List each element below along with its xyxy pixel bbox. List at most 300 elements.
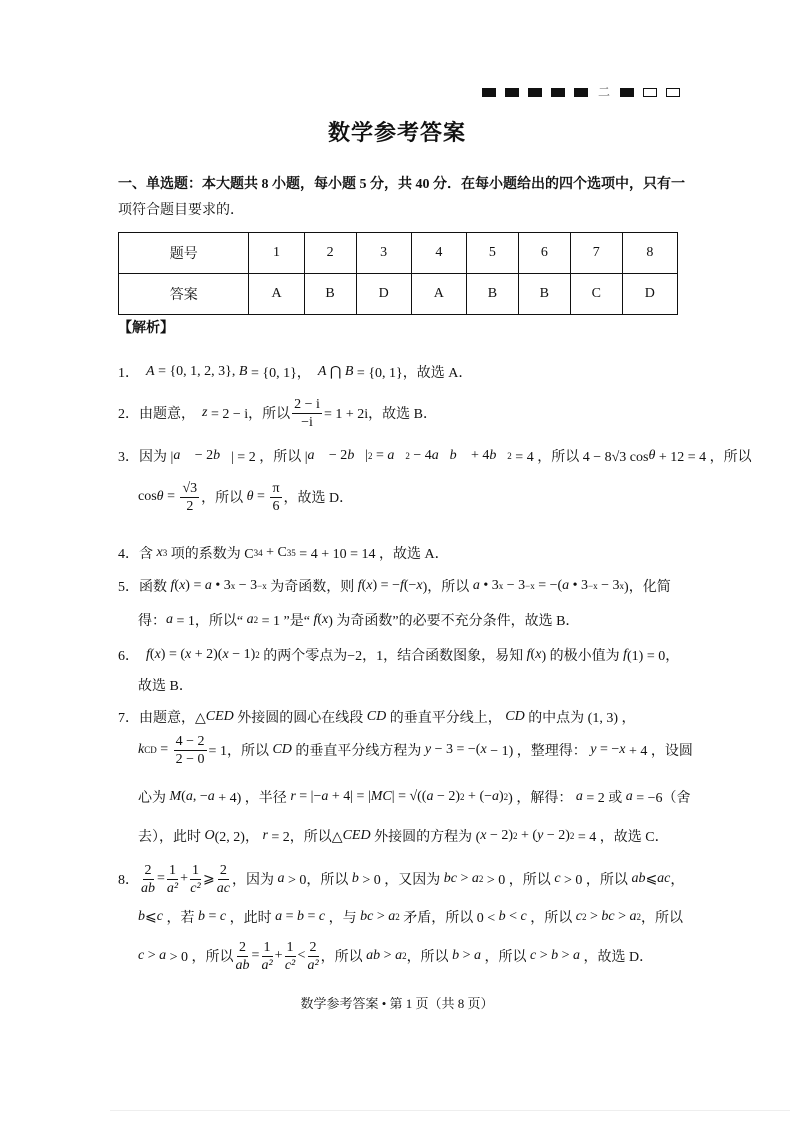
solution-text: 5．函数 xyxy=(118,580,171,595)
math-symbol: a xyxy=(159,948,167,963)
solution-text: = 4 + 10 = 14 ，故选 A． xyxy=(295,547,449,562)
math-symbol: a xyxy=(473,948,481,963)
math-symbol: b⃗ xyxy=(347,448,366,463)
solution-text: − 2) xyxy=(486,828,514,843)
solution-line xyxy=(138,777,691,817)
math-symbol: x xyxy=(322,612,329,627)
answer-table xyxy=(118,232,678,315)
solution-text: + 12 = 4 ，所以 xyxy=(655,450,752,465)
solution-text: ，此时 xyxy=(226,911,276,926)
cell-number: 4 xyxy=(411,233,466,274)
math-symbol: CD xyxy=(272,742,292,757)
superscript: 2 xyxy=(255,650,260,660)
solution-text: + 2)( xyxy=(191,647,223,662)
solution-text: 的中点为 (1, 3) ， xyxy=(524,711,636,726)
math-symbol: ac xyxy=(657,871,671,886)
superscript: 3 xyxy=(162,548,168,558)
math-symbol: r xyxy=(290,789,296,804)
math-symbol: CED xyxy=(342,828,371,843)
solution-text: − 1) ，整理得： xyxy=(486,744,591,759)
solution-text: > 0 ，所以 xyxy=(560,873,632,888)
solution-text: ) xyxy=(499,789,504,804)
math-symbol: B xyxy=(344,364,354,379)
solution-text: − 2 xyxy=(325,448,348,463)
solution-text: = 1，所以 xyxy=(208,744,273,759)
solution-text: = − xyxy=(596,742,620,757)
solution-text: | xyxy=(365,448,369,463)
solution-text: = xyxy=(204,909,220,924)
math-symbol: f xyxy=(313,612,318,627)
solution-text: − 3 xyxy=(503,578,526,593)
solution-text: + 4 ，设圆 xyxy=(625,744,693,759)
solution-text: • 3 xyxy=(479,578,499,593)
solution-text: ，若 xyxy=(162,911,198,926)
mark-filled xyxy=(551,88,565,97)
fraction xyxy=(217,862,230,897)
solution-text: (2, 2)， xyxy=(214,830,263,845)
math-symbol: a xyxy=(166,612,173,627)
subscript: 5 xyxy=(291,548,296,558)
solution-line xyxy=(118,859,684,899)
math-symbol: b xyxy=(551,948,559,963)
solution-text: 1． xyxy=(118,366,146,381)
math-symbol: bc xyxy=(360,909,374,924)
superscript: 2 xyxy=(253,615,259,625)
solution-text: ，所以 xyxy=(526,911,576,926)
math-symbol: b xyxy=(197,909,205,924)
math-symbol: x xyxy=(480,742,487,757)
math-symbol: a xyxy=(277,871,285,886)
numerator: 2 xyxy=(239,939,247,955)
solution-text: = −( xyxy=(534,578,563,593)
solution-text: ) 为奇函数”的必要不充分条件，故选 B． xyxy=(328,614,580,629)
denominator: 2 − 0 xyxy=(175,751,205,767)
solution-text: = {0, 1}，故选 A． xyxy=(353,366,473,381)
math-symbol: a xyxy=(395,948,403,963)
solution-text: + ( xyxy=(517,828,538,843)
table-row-numbers xyxy=(119,233,678,274)
solution-text: ，与 xyxy=(325,911,361,926)
math-symbol: a xyxy=(472,578,480,593)
solution-text: > xyxy=(586,909,602,924)
solution-line xyxy=(118,436,752,476)
math-symbol: a xyxy=(321,789,329,804)
solution-text: 的两个零点为−2，1，结合函数图象，易知 xyxy=(259,649,527,664)
fraction xyxy=(174,733,207,768)
fraction xyxy=(190,862,201,897)
solution-text: > xyxy=(536,948,552,963)
solution-text: > 0，所以 xyxy=(284,873,352,888)
denominator: a² xyxy=(261,957,273,973)
solution-text: = xyxy=(163,489,179,504)
solution-line xyxy=(138,897,683,937)
math-symbol: c xyxy=(520,909,527,924)
math-symbol: x xyxy=(366,578,373,593)
math-symbol: c xyxy=(554,871,561,886)
solution-text: ) = ( xyxy=(160,647,186,662)
solution-line xyxy=(138,477,353,517)
cell-number: 1 xyxy=(249,233,304,274)
fraction xyxy=(167,862,178,897)
fraction xyxy=(141,862,155,897)
math-symbol: b⃗ xyxy=(213,448,231,463)
math-symbol: z xyxy=(202,405,208,420)
solution-text: > xyxy=(144,948,160,963)
numerator: √3 xyxy=(182,480,198,496)
math-symbol: y xyxy=(537,828,544,843)
solution-text: − 4 xyxy=(409,448,432,463)
math-symbol: c xyxy=(318,909,326,924)
math-symbol: CD xyxy=(505,709,525,724)
superscript: −x xyxy=(588,581,598,591)
math-symbol: a xyxy=(629,909,637,924)
solution-text: > xyxy=(457,871,472,886)
solution-text: 外接圆的方程为 ( xyxy=(370,830,481,845)
mark-empty xyxy=(643,88,657,97)
mark-filled xyxy=(482,88,496,97)
solution-text: = |− xyxy=(295,789,322,804)
solution-text: + C xyxy=(262,545,287,560)
math-symbol: a xyxy=(185,789,193,804)
fraction xyxy=(307,939,318,974)
solution-text: + 4) ，半径 xyxy=(214,791,291,806)
solution-text: = 4 ，所以 4 − 8√3 cos xyxy=(511,450,649,465)
superscript: 2 xyxy=(569,831,575,841)
math-symbol: θ xyxy=(648,448,656,463)
solution-text: = 1，所以“ xyxy=(173,614,247,629)
math-symbol: b⃗ xyxy=(489,448,508,463)
solution-text: = 2 或 xyxy=(582,791,626,806)
fraction xyxy=(180,480,199,515)
math-symbol: b xyxy=(498,909,506,924)
solution-text: 3．因为 | xyxy=(118,450,174,465)
solution-text: ) ，解得： xyxy=(508,791,576,806)
mark-text: 二 xyxy=(597,85,610,99)
solution-text: 矛盾，所以 0 < xyxy=(399,911,499,926)
math-symbol: A xyxy=(317,364,327,379)
solution-text: > 0 ，又因为 xyxy=(358,873,444,888)
superscript: 2 xyxy=(513,831,518,841)
mark-empty xyxy=(666,88,680,97)
subscript: 4 xyxy=(258,548,263,558)
table-row-answers xyxy=(119,274,678,315)
solution-line xyxy=(118,393,437,433)
numerator: 2 xyxy=(309,939,317,955)
solution-text: ，因为 xyxy=(231,873,278,888)
math-symbol: a xyxy=(573,948,580,963)
page-title: 数学参考答案 xyxy=(327,120,466,145)
solution-text: = 1 ”是“ xyxy=(258,614,314,629)
solution-text: − 1) xyxy=(228,647,256,662)
mark-filled xyxy=(528,88,542,97)
math-symbol: x xyxy=(416,578,423,593)
math-symbol: a xyxy=(388,909,396,924)
solution-text: > xyxy=(373,909,389,924)
numerator: 1 xyxy=(169,862,176,878)
superscript: 2 xyxy=(636,912,642,922)
solution-text: − 3 xyxy=(235,578,258,593)
superscript: 3 xyxy=(253,548,259,558)
cell-answer: B xyxy=(466,274,518,315)
solution-text: > 0 ，所以 xyxy=(166,950,234,965)
analysis-heading: 【解析】 xyxy=(118,321,174,336)
cell-number: 3 xyxy=(356,233,411,274)
solution-text: = xyxy=(253,489,269,504)
cell-answer: B xyxy=(518,274,570,315)
math-symbol: b xyxy=(138,909,145,924)
math-symbol: a⃗ xyxy=(307,448,326,463)
solution-text: 的垂直平分线上， xyxy=(386,711,506,726)
solution-text: ⩾ xyxy=(203,871,215,887)
superscript: 2 xyxy=(405,451,410,461)
header-marks xyxy=(482,85,680,99)
cell-number: 8 xyxy=(622,233,677,274)
solution-text: − 2 xyxy=(191,448,214,463)
math-symbol: a⃗ xyxy=(387,448,406,463)
fraction xyxy=(292,396,322,431)
cell-number: 7 xyxy=(570,233,622,274)
solution-text: ⩽ xyxy=(645,871,658,887)
solution-text: ( xyxy=(530,647,536,662)
math-symbol: x xyxy=(480,828,487,843)
solution-text: = 1 + 2i，故选 B． xyxy=(323,407,437,422)
math-symbol: f xyxy=(526,647,531,662)
section-intro-text: 一、单选题：本大题共 8 小题，每小题 5 分，共 40 分．在每小题给出的四个选项中，只有一 xyxy=(118,177,685,192)
solution-text: + xyxy=(180,871,189,886)
solution-text: > xyxy=(459,948,474,963)
math-symbol: x xyxy=(535,647,542,662)
math-symbol: a xyxy=(426,789,434,804)
solution-line xyxy=(138,730,693,770)
solution-text: 去），此时 xyxy=(138,830,205,845)
solution-text: | = 2 ，所以 | xyxy=(231,450,308,465)
solution-text: ，所以 xyxy=(641,911,684,926)
cell-answer: A xyxy=(249,274,304,315)
denominator: ab xyxy=(141,880,155,896)
numerator: 2 xyxy=(144,862,152,878)
denominator: ac xyxy=(216,880,230,896)
solution-text: (− xyxy=(403,578,417,593)
math-symbol: c xyxy=(138,948,145,963)
solution-text: − 2) xyxy=(433,789,461,804)
math-symbol: a xyxy=(204,578,212,593)
solution-text: ) = − xyxy=(372,578,400,593)
solution-text: = xyxy=(156,742,172,757)
solution-text: > xyxy=(558,948,573,963)
fraction xyxy=(270,480,281,515)
numerator: 2 − i xyxy=(294,396,320,412)
solution-line xyxy=(138,816,669,856)
solution-text: ( xyxy=(361,578,367,593)
math-symbol: f xyxy=(623,647,627,662)
solution-text: ，故选 D． xyxy=(283,491,354,506)
solution-text: + 4| = | xyxy=(328,789,371,804)
mark-filled xyxy=(620,88,634,97)
solution-text: − 2) xyxy=(543,828,570,843)
solution-text: | = √(( xyxy=(391,789,427,804)
cell-number: 5 xyxy=(466,233,518,274)
superscript: 2 xyxy=(402,951,407,961)
math-symbol: x xyxy=(154,647,161,662)
solution-text: = xyxy=(251,948,260,963)
denominator: ab xyxy=(235,957,250,973)
math-symbol: ab xyxy=(631,871,646,886)
denominator: c² xyxy=(284,957,296,973)
solution-text: 2．由题意， xyxy=(118,407,202,422)
section-intro-line2 xyxy=(118,189,244,229)
page-footer: 数学参考答案 • 第 1 页（共 8 页） xyxy=(300,996,494,1011)
solution-text: 心为 xyxy=(138,791,170,806)
solution-text: > xyxy=(380,948,396,963)
solution-text: ( xyxy=(149,647,155,662)
math-symbol: k xyxy=(138,742,145,757)
solution-text: > xyxy=(614,909,630,924)
math-symbol: a xyxy=(207,789,215,804)
solution-text: cos xyxy=(138,489,157,504)
mark-filled xyxy=(505,88,519,97)
solution-text: ) = xyxy=(185,578,205,593)
math-symbol: r xyxy=(262,828,268,843)
numerator: 2 xyxy=(219,862,227,878)
math-symbol: c xyxy=(529,948,537,963)
math-symbol: bc xyxy=(601,909,615,924)
math-symbol: a xyxy=(562,578,570,593)
math-symbol: a xyxy=(492,789,499,804)
solution-text: = xyxy=(303,909,319,924)
superscript: 2 xyxy=(395,912,400,922)
math-symbol: a xyxy=(471,871,479,886)
math-symbol: ab xyxy=(366,948,381,963)
superscript: −x xyxy=(257,581,267,591)
solution-line xyxy=(138,600,579,640)
solution-text: ⩽ xyxy=(145,909,157,925)
superscript: x xyxy=(230,581,236,591)
solution-text: ) 的极小值为 xyxy=(541,649,624,664)
superscript: −x xyxy=(525,581,535,591)
superscript: 2 xyxy=(478,874,484,884)
solution-text: ，所以 xyxy=(480,950,530,965)
fraction xyxy=(261,939,272,974)
solution-text: )，化简 xyxy=(624,580,671,595)
solution-text: = xyxy=(372,448,388,463)
solution-text: = −6（舍 xyxy=(632,791,691,806)
solution-text: , − xyxy=(192,789,208,804)
superscript: 2 xyxy=(503,792,509,802)
math-symbol: θ xyxy=(246,489,254,504)
math-symbol: f xyxy=(146,647,150,662)
solution-text: = xyxy=(157,871,165,886)
solution-text: ，所以 xyxy=(320,950,367,965)
solution-text: + xyxy=(274,948,283,963)
math-symbol: b xyxy=(296,909,304,924)
cell-number: 6 xyxy=(518,233,570,274)
solution-text: • 3 xyxy=(569,578,589,593)
math-symbol: a xyxy=(246,612,254,627)
superscript: x xyxy=(498,581,504,591)
cell-answer: C xyxy=(570,274,622,315)
solution-text: − 3 = −( xyxy=(431,742,481,757)
solution-text: ( xyxy=(174,578,180,593)
solution-line xyxy=(118,352,472,392)
math-symbol: f xyxy=(357,578,362,593)
math-symbol: M xyxy=(169,789,182,804)
divider xyxy=(110,1110,790,1111)
denominator: 2 xyxy=(186,498,194,514)
numerator: π xyxy=(272,480,280,496)
math-symbol: x xyxy=(222,647,229,662)
denominator: a² xyxy=(166,880,179,896)
math-symbol: c xyxy=(219,909,227,924)
cell-number: 2 xyxy=(304,233,356,274)
math-symbol: c xyxy=(156,909,163,924)
math-symbol: O xyxy=(204,828,215,843)
denominator: a² xyxy=(307,957,319,973)
section-intro-text: 项符合题目要求的． xyxy=(118,203,244,218)
math-symbol: CD xyxy=(366,709,387,724)
cell-answer: D xyxy=(622,274,677,315)
math-symbol: CED xyxy=(205,709,234,724)
cell-answer: D xyxy=(356,274,411,315)
solution-text: 为奇函数，则 xyxy=(266,580,358,595)
solution-text: ， xyxy=(670,873,685,888)
numerator: 4 − 2 xyxy=(175,733,205,749)
math-symbol: b xyxy=(351,871,359,886)
math-symbol: f xyxy=(399,578,404,593)
superscript: 3 xyxy=(286,548,292,558)
solution-text: 4．含 xyxy=(118,547,157,562)
cell-answer: A xyxy=(411,274,466,315)
solution-text: + 4 xyxy=(467,448,490,463)
solution-text: 故选 B． xyxy=(138,679,193,694)
math-symbol: x xyxy=(179,578,186,593)
solution-text: 的垂直平分线方程为 xyxy=(291,744,425,759)
math-symbol: y xyxy=(590,742,597,757)
solution-text: 6． xyxy=(118,649,146,664)
solution-text: > 0 ，所以 xyxy=(483,873,555,888)
mark-filled xyxy=(574,88,588,97)
solution-text: = 2，所以△ xyxy=(267,830,343,845)
solution-text: = 4 ，故选 C． xyxy=(574,830,669,845)
math-symbol: b xyxy=(452,948,460,963)
numerator: 1 xyxy=(263,939,271,955)
math-symbol: x xyxy=(156,545,163,560)
solution-text: (1) = 0， xyxy=(627,649,680,664)
solution-text: ，所以 xyxy=(406,950,453,965)
solution-text: • 3 xyxy=(211,578,231,593)
subscript: CD xyxy=(144,745,157,755)
math-symbol: x xyxy=(619,742,626,757)
solution-text: ，所以 xyxy=(201,491,247,506)
solution-text: ，故选 D． xyxy=(580,950,654,965)
solution-text: = 2 − i，所以 xyxy=(207,407,291,422)
solution-text: 8． xyxy=(118,873,139,888)
math-symbol: a⃗b⃗ xyxy=(431,448,468,463)
solution-text: − 3 xyxy=(597,578,620,593)
solution-line xyxy=(138,936,653,976)
math-symbol: a xyxy=(575,789,583,804)
solution-text: = {0, 1}， xyxy=(247,366,318,381)
solution-text: 外接圆的圆心在线段 xyxy=(233,711,367,726)
solution-text: ⋂ xyxy=(326,364,345,380)
denominator: c² xyxy=(190,880,201,896)
solution-text: 得： xyxy=(138,614,166,629)
superscript: x xyxy=(619,581,625,591)
solution-text: 7．由题意，△ xyxy=(118,711,206,726)
superscript: 2 xyxy=(581,912,587,922)
solution-text: ( xyxy=(181,789,186,804)
math-symbol: c xyxy=(575,909,582,924)
solution-text: 项的系数为 C xyxy=(167,547,254,562)
